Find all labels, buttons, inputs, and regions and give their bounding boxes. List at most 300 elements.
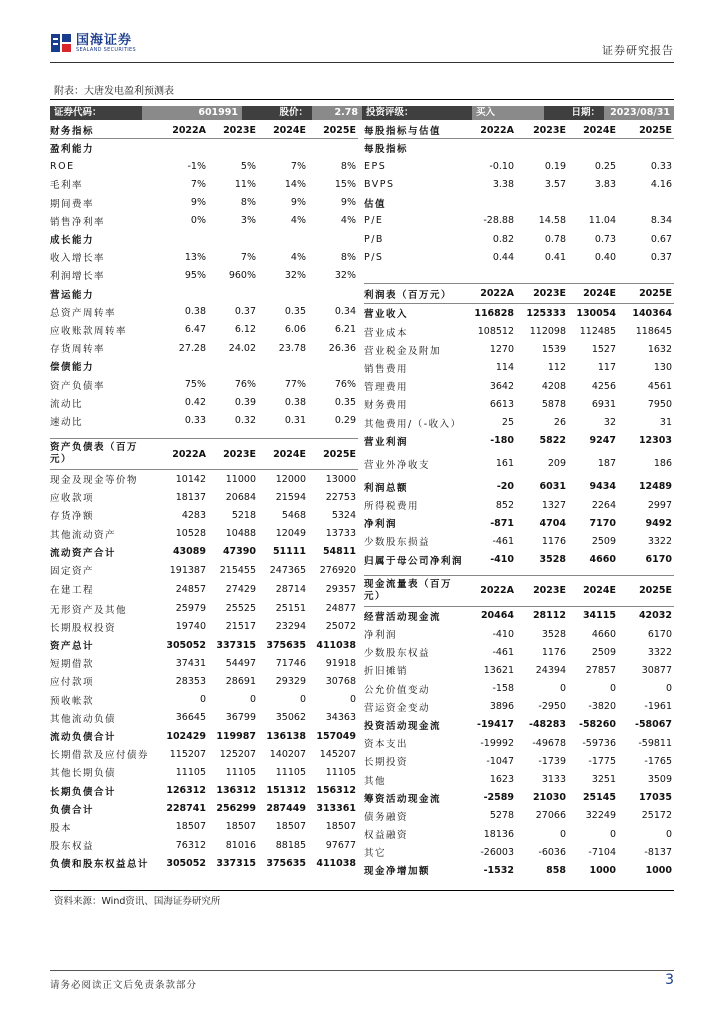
row-label: 期间费率 [50,198,95,210]
row-value: 3528 [541,628,566,640]
row-value: -1961 [644,701,672,713]
date-label: 日期： [544,106,604,120]
row-value: 13621 [483,664,514,676]
row-value: -28.88 [483,215,514,227]
row-label: EPS [364,160,387,172]
row-value: 76% [234,379,256,391]
row-label: 其他 [364,775,387,787]
row-value: 29357 [325,583,356,595]
row-label: 权益融资 [364,830,409,842]
table-row [364,825,674,843]
row-value: 3322 [647,535,672,547]
row-label: 固定资产 [50,566,95,578]
row-value: 1527 [591,344,616,356]
table-row [364,625,674,643]
row-label: 长期股权投资 [50,622,117,634]
row-label: 利润总额 [364,482,409,494]
row-label: 债务融资 [364,811,409,823]
row-value: 1539 [541,344,566,356]
row-value: 26.36 [328,342,356,354]
row-label: P/B [364,233,384,245]
row-value: 34115 [582,610,616,622]
row-value: 0 [559,683,566,695]
table-row [364,175,674,193]
table-row [50,194,358,212]
row-value: -2950 [538,701,566,713]
row-value: 102429 [166,730,206,742]
table-row [50,175,358,193]
row-value: -410 [490,554,514,566]
row-label: P/E [364,215,384,227]
row-value: 0.29 [334,415,356,427]
row-value: 140207 [269,748,306,760]
spacer [50,430,358,438]
row-value: 23.78 [278,342,306,354]
row-value: 4283 [181,509,206,521]
row-value: 2022A [480,585,514,597]
row-value: 4.16 [650,178,672,190]
row-value: -26003 [480,846,514,858]
row-value: 156312 [316,785,356,797]
row-label: 少数股东损益 [364,537,431,549]
table-row [50,600,358,618]
section-title [50,230,358,248]
rating-label: 投资评级： [362,106,472,120]
row-label: 长期借款及应付债券 [50,750,150,762]
row-label: 归属于母公司净利润 [364,555,464,567]
table-row [364,698,674,716]
table-row [364,716,674,734]
row-value: 21594 [275,491,306,503]
row-value: 25172 [641,810,672,822]
spacer [364,266,674,283]
row-value: 18507 [225,821,256,833]
row-value: 54811 [322,546,356,558]
row-value: 20464 [480,610,514,622]
row-label: 净利润 [364,630,398,642]
table-row [364,212,674,230]
row-value: 18136 [483,828,514,840]
row-value: 108512 [477,326,514,338]
row-value: 26 [553,417,566,429]
page-header [50,28,674,62]
row-value: 2025E [323,124,356,136]
row-value: 136312 [216,785,256,797]
row-value: 2023E [223,448,256,460]
row-value: 9% [290,197,306,209]
row-value: 6613 [489,398,514,410]
row-value: -58260 [579,719,616,731]
row-value: 12049 [275,528,306,540]
row-value: 32% [284,269,306,281]
row-value: 11105 [325,766,356,778]
row-label: 股东权益 [50,841,95,853]
row-value: 114 [495,362,514,374]
row-label: 应收账款周转率 [50,325,128,337]
row-value: 95% [184,269,206,281]
right-panel [364,122,674,880]
row-label: 预收帐款 [50,695,95,707]
table-row [50,818,358,836]
table-row [364,395,674,413]
row-value: 858 [546,864,566,876]
row-value: 25979 [175,603,206,615]
table-row [364,359,674,377]
row-value: 3% [240,215,256,227]
row-label: 营业收入 [364,309,409,321]
row-label: 财务费用 [364,400,409,412]
row-value: -871 [490,517,514,529]
row-value: 3322 [647,646,672,658]
row-value: 11105 [225,766,256,778]
row-value: 119987 [216,730,256,742]
row-value: 375635 [266,639,306,651]
row-value: 7170 [589,517,616,529]
left-panel [50,122,358,872]
row-label: 存货净额 [50,511,95,523]
row-value: 0.39 [234,397,256,409]
row-value: 13000 [325,473,356,485]
row-value: 116828 [474,307,514,319]
row-value: 0 [665,828,672,840]
row-value: -19417 [477,719,514,731]
row-value: 118645 [635,326,672,338]
row-value: 0.33 [184,415,206,427]
row-value: 1000 [645,864,672,876]
row-value: 11.04 [588,215,616,227]
table-row [364,770,674,788]
table-row [364,807,674,825]
row-label: 其他流动资产 [50,529,117,541]
table-row [364,514,674,532]
table-row [364,377,674,395]
row-value: 24877 [325,603,356,615]
row-value: 32 [603,417,616,429]
row-label [364,579,452,603]
table-row [50,636,358,654]
row-value: 31 [659,417,672,429]
row-value: -2589 [483,792,514,804]
row-label: 营业成本 [364,327,409,339]
row-value: 140364 [632,307,672,319]
row-label: 估值 [364,198,387,210]
income-statement-header [364,283,674,304]
table-row [50,618,358,636]
row-value: 112485 [579,326,616,338]
data-source: 资料来源：Wind资讯、国海证券研究所 [54,896,221,907]
row-value: 1176 [541,535,566,547]
table-title: 附表：大唐发电盈利预测表 [54,86,174,97]
row-value: 0.44 [492,251,514,263]
table-row [50,654,358,672]
row-value: 8.34 [650,215,672,227]
row-value: 0.73 [594,233,616,245]
date-value: 2023/08/31 [604,106,674,120]
row-value: 91918 [325,657,356,669]
row-value: 3896 [489,701,514,713]
row-value: 247365 [269,564,306,576]
row-value: 0% [190,215,206,227]
row-value: 4660 [591,628,616,640]
row-value: 3.57 [544,178,566,190]
row-label: 负债和股东权益总计 [50,859,150,871]
stock-info-bar [50,106,674,120]
row-value: 7% [240,251,256,263]
table-row [364,607,674,625]
row-value: -1775 [588,755,616,767]
row-value: -461 [492,646,514,658]
row-value: 6931 [591,398,616,410]
section-title [50,139,358,157]
row-value: 2023E [223,124,256,136]
row-value: 27857 [585,664,616,676]
row-value: 20684 [225,491,256,503]
row-value: 0.38 [184,306,206,318]
row-value: 126312 [166,785,206,797]
row-value: 23294 [275,621,306,633]
table-row [364,532,674,550]
row-label: 流动负债合计 [50,732,117,744]
row-value: 18507 [325,821,356,833]
row-value: 2264 [591,499,616,511]
row-value: 32% [334,269,356,281]
table-row [50,488,358,506]
row-value: 337315 [216,857,256,869]
row-value: 411038 [316,857,356,869]
row-value: 35062 [275,712,306,724]
row-value: 112 [547,362,566,374]
row-value: 97677 [325,839,356,851]
row-value: 161 [495,458,514,470]
row-value: 42032 [638,610,672,622]
row-value: 2025E [639,124,672,136]
row-value: 0 [665,683,672,695]
row-value: 2023E [533,124,566,136]
row-value: -19992 [480,737,514,749]
table-row [364,304,674,322]
table-row [50,506,358,524]
row-label: 资产总计 [50,641,95,653]
row-label: 净利润 [364,519,398,531]
row-label: 筹资活动现金流 [364,793,442,805]
row-value: 411038 [316,639,356,651]
row-value: 34363 [325,712,356,724]
row-label: P/S [364,251,384,263]
row-value: 313361 [316,803,356,815]
row-value: 960% [228,269,256,281]
row-label: 所得税费用 [364,501,420,513]
row-value: 276920 [319,564,356,576]
table-row [50,212,358,230]
row-label: BVPS [364,178,395,190]
row-value: 0 [609,828,616,840]
disclaimer: 请务必阅读正文后免责条款部分 [50,980,198,991]
row-value: 256299 [216,803,256,815]
row-value: 0.41 [544,251,566,263]
row-value: 6.06 [284,324,306,336]
footer-divider [50,970,674,971]
row-value: 51111 [272,546,306,558]
table-row [50,579,358,600]
row-value: 71746 [275,657,306,669]
row-label: 营运资金变动 [364,702,431,714]
row-value: 28112 [532,610,566,622]
row-value: 6.21 [334,324,356,336]
row-value: 4704 [539,517,566,529]
row-label-line: 元） [364,590,387,602]
section-title [50,285,358,303]
table-row [50,543,358,561]
row-value: -1532 [483,864,514,876]
row-value: 25525 [225,603,256,615]
row-value: 187 [597,458,616,470]
row-value: 5% [240,160,256,172]
table-row [364,734,674,752]
row-value: 0 [299,694,306,706]
row-value: 2997 [647,499,672,511]
table-row [364,843,674,861]
row-value: 136138 [266,730,306,742]
row-value: 2025E [323,448,356,460]
per-share-header [364,122,674,139]
row-value: 5822 [539,435,566,447]
row-label: 成长能力 [50,235,95,247]
row-value: 125333 [526,307,566,319]
row-value: 3133 [541,774,566,786]
row-label: 少数股东权益 [364,648,431,660]
row-label-line: 元） [50,454,73,465]
table-row [50,727,358,745]
row-value: 18507 [275,821,306,833]
row-label: 管理费用 [364,382,409,394]
section-title [50,357,358,375]
table-row [50,412,358,430]
table-row [50,375,358,393]
row-value: 7% [290,160,306,172]
cash-flow-header [364,575,674,607]
table-row [50,800,358,818]
row-label: 短期借款 [50,659,95,671]
logo-name-en: SEALAND SECURITIES [76,46,136,53]
rating-value: 买入 [472,106,544,120]
row-label: 经营活动现金流 [364,611,442,623]
row-label: 营运能力 [50,289,95,301]
row-value: 8% [340,160,356,172]
section-title [364,194,674,212]
row-label: 存货周转率 [50,344,106,356]
row-value: 6.12 [234,324,256,336]
row-value: 22753 [325,491,356,503]
table-row [50,782,358,800]
table-row [364,752,674,770]
table-row [50,709,358,727]
balance-sheet-header [50,438,358,470]
row-value: 81016 [225,839,256,851]
row-label: 流动比 [50,398,84,410]
row-value: 76312 [175,839,206,851]
row-value: 77% [284,379,306,391]
row-value: 11% [234,178,256,190]
row-label: 偿债能力 [50,362,95,374]
row-value: 2024E [583,288,616,300]
row-value: 12303 [638,435,672,447]
row-value: 29329 [275,675,306,687]
row-label: 无形资产及其他 [50,604,128,616]
row-value: 130 [653,362,672,374]
row-value: 24394 [535,664,566,676]
row-value: 2025E [639,288,672,300]
table-row [50,525,358,543]
row-label: 总资产周转率 [50,307,117,319]
row-label-line: 现金流量表（百万 [364,578,453,590]
row-value: 5278 [489,810,514,822]
row-label: 营业利润 [364,436,409,448]
row-value: 6170 [647,628,672,640]
table-row [50,691,358,709]
page-number: 3 [665,972,674,988]
row-value: 0.38 [284,397,306,409]
row-value: -1765 [644,755,672,767]
row-value: 75% [184,379,206,391]
row-value: 191387 [169,564,206,576]
row-label: ROE [50,160,75,172]
row-value: 2025E [639,585,672,597]
row-value: 28714 [275,583,306,595]
row-value: 11105 [175,766,206,778]
table-row [50,836,358,854]
row-value: 3509 [647,774,672,786]
row-value: -3820 [588,701,616,713]
row-value: 4256 [591,380,616,392]
row-value: 37431 [175,657,206,669]
section-title [364,139,674,157]
row-label: 资产负债率 [50,380,106,392]
row-value: 2022A [480,288,514,300]
row-value: 30768 [325,675,356,687]
row-value: 0.25 [594,160,616,172]
row-value: 14% [284,178,306,190]
row-label: 每股指标与估值 [364,126,442,137]
table-row [364,323,674,341]
row-value: 2024E [273,448,306,460]
table-row [50,561,358,579]
table-row [364,661,674,679]
row-value: 0.35 [284,306,306,318]
table-row [50,321,358,339]
price-label: 股价： [242,106,312,120]
row-label: 其他费用/（-收入） [364,418,462,430]
table-row [364,450,674,478]
row-value: 8% [340,251,356,263]
table-top-rule [50,99,674,100]
row-value: 13733 [325,528,356,540]
row-value: 2024E [273,124,306,136]
row-value: 852 [495,499,514,511]
table-row [364,432,674,450]
table-row [50,672,358,690]
row-value: 7% [190,178,206,190]
row-value: -6036 [538,846,566,858]
row-label: 财务指标 [50,126,95,137]
row-value: 5468 [281,509,306,521]
row-value: 1176 [541,646,566,658]
report-type: 证券研究报告 [602,44,674,57]
table-row [50,470,358,488]
row-value: -180 [490,435,514,447]
row-value: 9% [190,197,206,209]
row-value: 10142 [175,473,206,485]
row-value: 228741 [166,803,206,815]
